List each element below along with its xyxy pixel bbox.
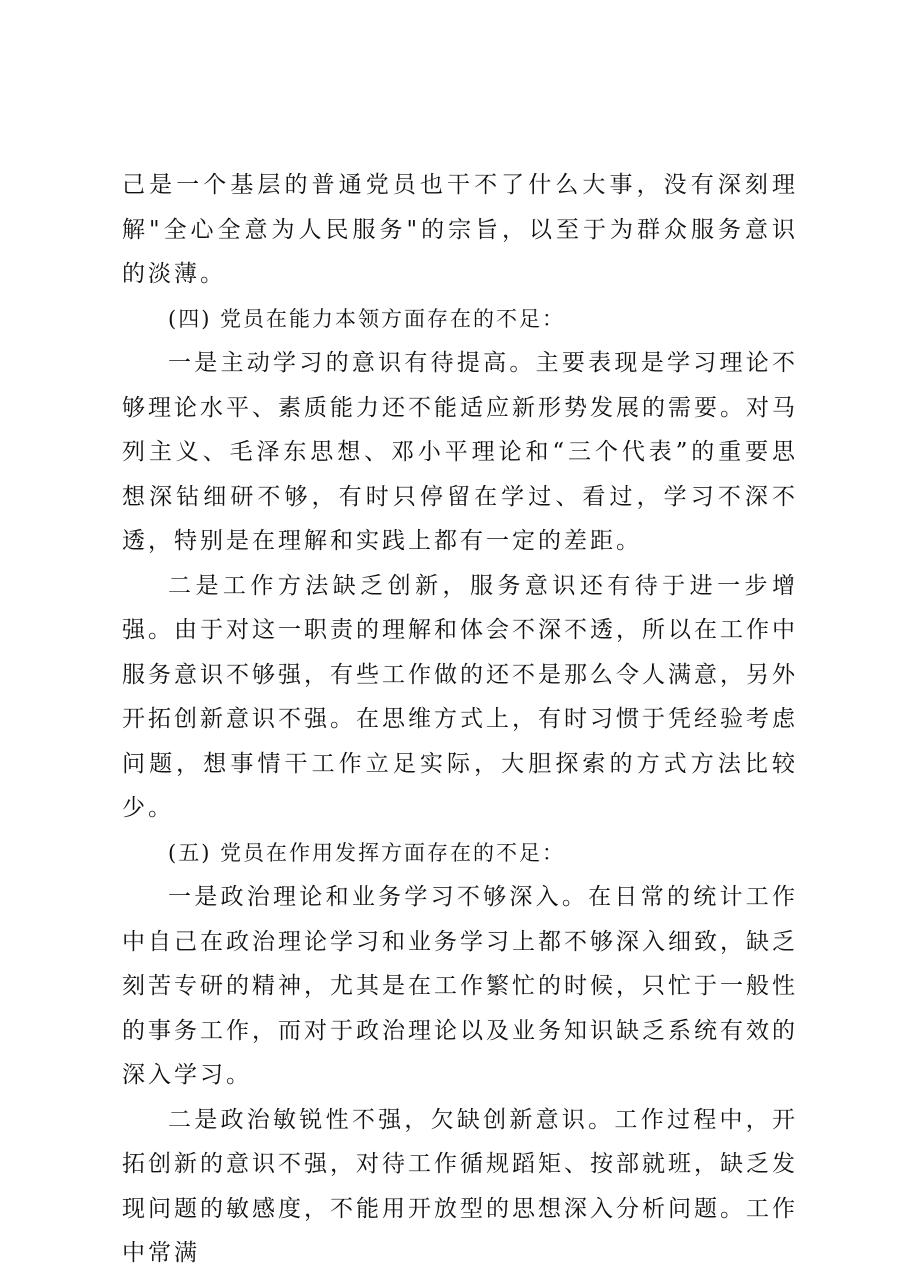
section-heading-5: (五) 党员在作用发挥方面存在的不足： [168,840,566,865]
paragraph-work-method: 二是工作方法缺乏创新，服务意识还有待于进一步增强。由于对这一职责的理解和体会不深不透，所以在工作中服务意识不够强，有些工作做的还不是那么令人满意，另外开拓创新意识不强。在思维方式上，有时习惯于凭经验考虑问题，想事情干工作立足实际，大胆探索的方式方法比较少。 [122,572,798,821]
paragraph-political-sensitivity: 二是政治敏锐性不强，欠缺创新意识。工作过程中，开拓创新的意识不强，对待工作循规蹈矩、按部就班，缺乏发现问题的敏感度，不能用开放型的思想深入分析问题。工作中常满 [122,1106,798,1266]
section-heading-4: (四) 党员在能力本领方面存在的不足： [168,306,566,331]
paragraph-continuation: 己是一个基层的普通党员也干不了什么大事，没有深刻理解"全心全意为人民服务"的宗旨，以至于为群众服务意识的淡薄。 [122,172,798,287]
paragraph-political-theory: 一是政治理论和业务学习不够深入。在日常的统计工作中自己在政治理论学习和业务学习上都不够深入细致，缺乏刻苦专研的精神，尤其是在工作繁忙的时候，只忙于一般性的事务工作，而对于政治理论以及业务知识缺乏系统有效的深入学习。 [122,884,798,1088]
paragraph-study-awareness: 一是主动学习的意识有待提高。主要表现是学习理论不够理论水平、素质能力还不能适应新形势发展的需要。对马列主义、毛泽东思想、邓小平理论和“三个代表”的重要思想深钻细研不够，有时只停留在学过、看过，学习不深不透，特别是在理解和实践上都有一定的差距。 [122,350,798,554]
document-body [122,163,798,1276]
